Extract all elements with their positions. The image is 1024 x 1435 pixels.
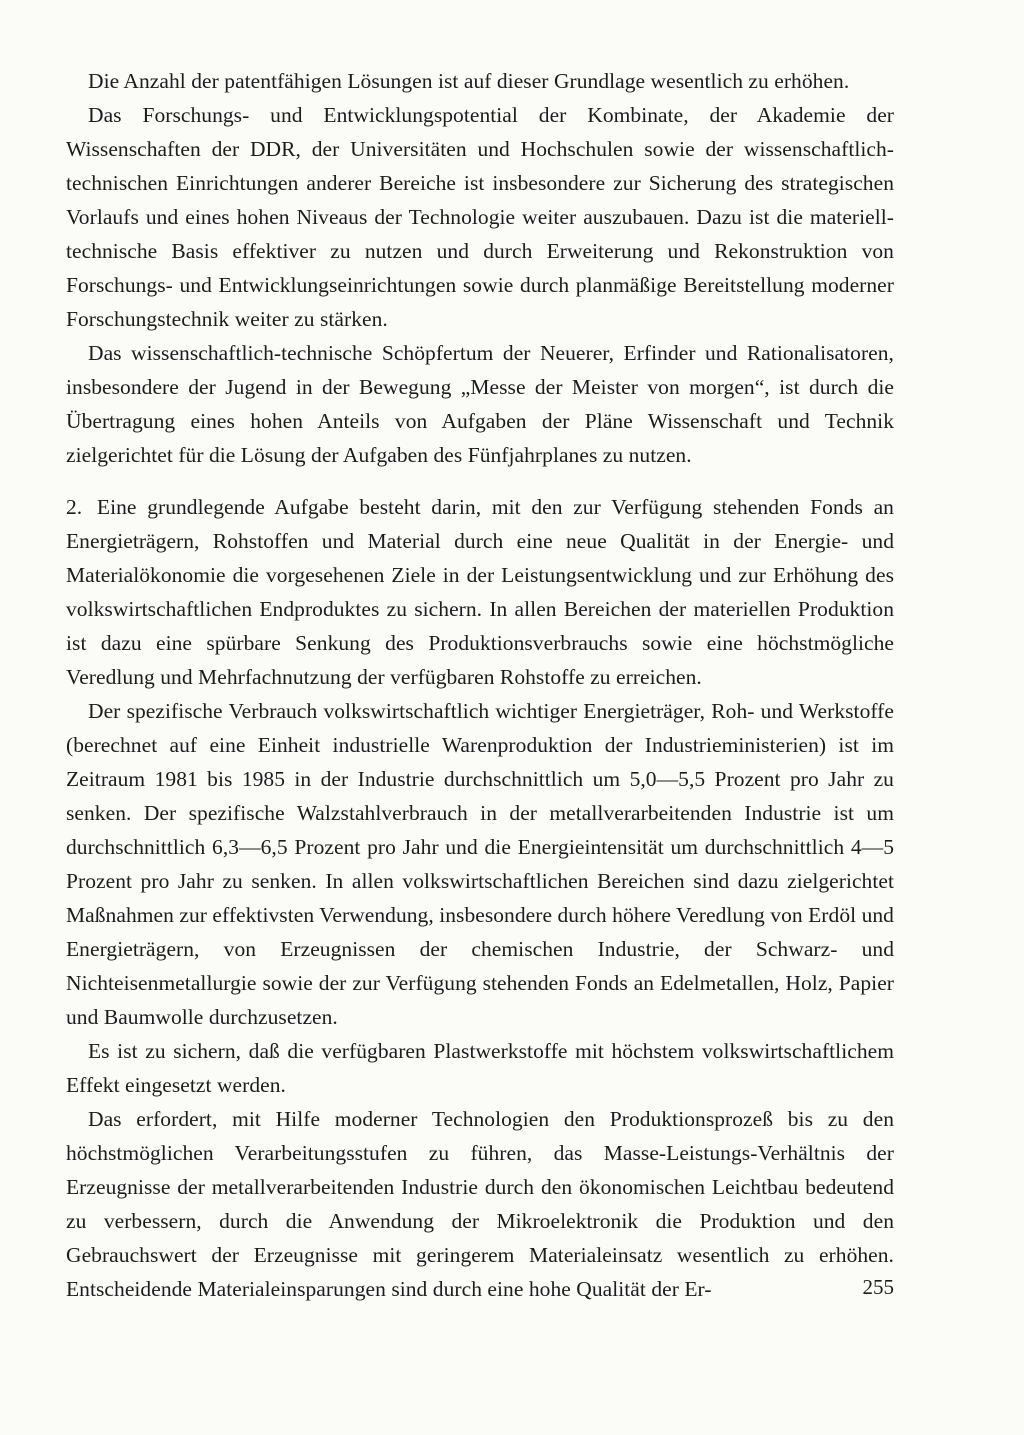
section-number: 2. [66, 495, 83, 519]
section-paragraph-text: Eine grundlegende Aufgabe besteht darin, mit den zur Verfügung stehenden Fonds an Energieträgern, Rohstoffen und Material durch eine neue Qualität in der Energie- und Materialökonomie die vorgesehenen Ziele in der Leistungsentwicklung und zur Erhöhung des volkswirtschaftlichen Endproduktes zu sichern. In allen Bereichen der materiellen Produktion ist dazu eine spürbare Senkung des Produktionsverbrauchs sowie eine höchstmögliche Veredlung und Mehrfachnutzung der verfügbaren Rohstoffe zu erreichen. [66, 495, 894, 689]
page-number: 255 [862, 1275, 894, 1299]
paragraph: Das Forschungs- und Entwicklungspotential der Kombinate, der Akademie der Wissenschaften der DDR, der Universitäten und Hochschulen sowie der wissenschaftlich-technischen Einrichtungen anderer Bereiche ist insbesondere zur Sicherung des strategischen Vorlaufs und eines hohen Niveaus der Technologie weiter auszubauen. Dazu ist die materiell-technische Basis effektiver zu nutzen und durch Erweiterung und Rekonstruktion von Forschungs- und Entwicklungseinrichtungen sowie durch planmäßige Bereitstellung moderner Forschungstechnik weiter zu stärken. [66, 103, 894, 331]
page-body [66, 64, 894, 1306]
paragraph: Der spezifische Verbrauch volkswirtschaftlich wichtiger Energieträger, Roh- und Werkstoffe (berechnet auf eine Einheit industrielle Warenproduktion der Industrieministerien) ist im Zeitraum 1981 bis 1985 in der Industrie durchschnittlich um 5,0—5,5 Prozent pro Jahr zu senken. Der spezifische Walzstahlverbrauch in der metallverarbeitenden Industrie ist um durchschnittlich 6,3—6,5 Prozent pro Jahr und die Energieintensität um durchschnittlich 4—5 Prozent pro Jahr zu senken. In allen volkswirtschaftlichen Bereichen sind dazu zielgerichtet Maßnahmen zur effektivsten Verwendung, insbesondere durch höhere Veredlung von Erdöl und Energieträgern, von Erzeugnissen der chemischen Industrie, der Schwarz- und Nichteisenmetallurgie sowie der zur Verfügung stehenden Fonds an Edelmetallen, Holz, Papier und Baumwolle durchzusetzen. [66, 699, 894, 1029]
paragraph: Das wissenschaftlich-technische Schöpfertum der Neuerer, Erfinder und Rationalisatoren, insbesondere der Jugend in der Bewegung „Messe der Meister von morgen“, ist durch die Übertragung eines hohen Anteils von Aufgaben der Pläne Wissenschaft und Technik zielgerichtet für die Lösung der Aufgaben des Fünfjahrplanes zu nutzen. [66, 341, 894, 467]
paragraph: Das erfordert, mit Hilfe moderner Technologien den Produktionsprozeß bis zu den höchstmöglichen Verarbeitungsstufen zu führen, das Masse-Leistungs-Verhältnis der Erzeugnisse der metallverarbeitenden Industrie durch den ökonomischen Leichtbau bedeutend zu verbessern, durch die Anwendung der Mikroelektronik die Produktion und den Gebrauchswert der Erzeugnisse mit geringerem Materialeinsatz wesentlich zu erhöhen. Entscheidende Materialeinsparungen sind durch eine hohe Qualität der Er- [66, 1107, 894, 1301]
section-paragraph [66, 490, 894, 694]
paragraph: Die Anzahl der patentfähigen Lösungen ist auf dieser Grundlage wesentlich zu erhöhen. [88, 69, 850, 93]
paragraph: Es ist zu sichern, daß die verfügbaren Plastwerkstoffe mit höchstem volkswirtschaftlichem Effekt eingesetzt werden. [66, 1039, 894, 1097]
